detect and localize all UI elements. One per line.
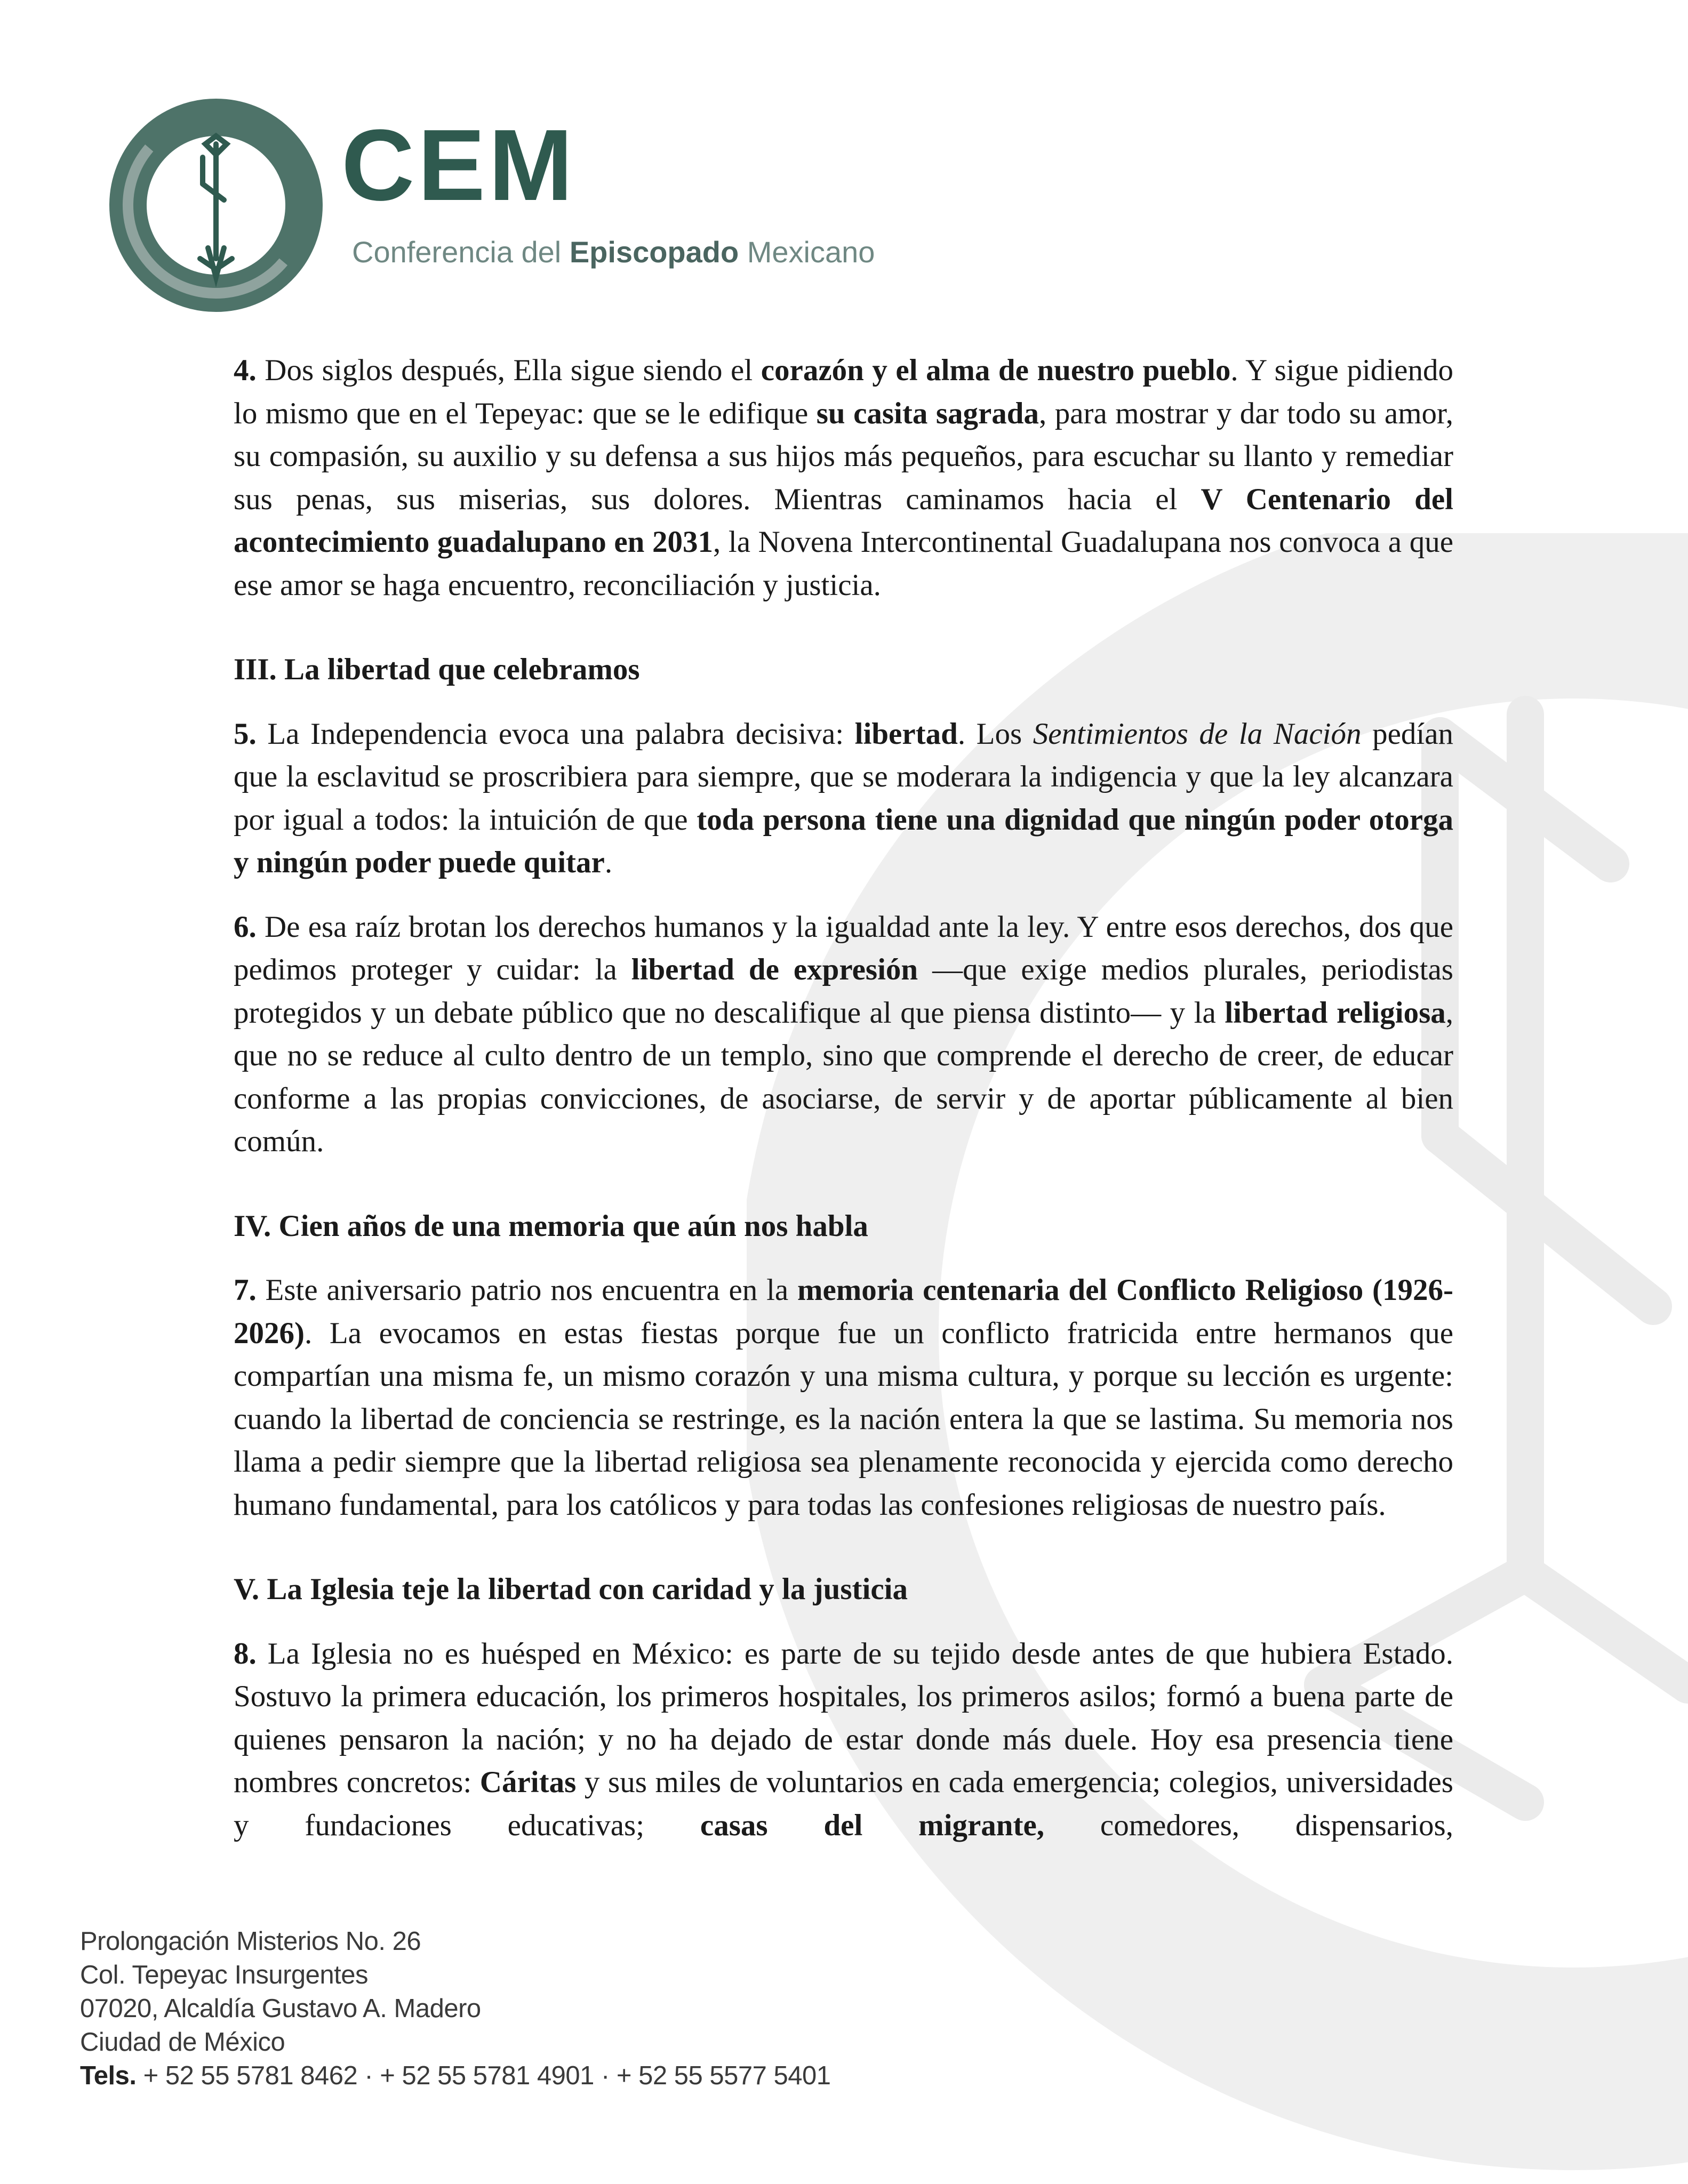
paragraph-4: 4. Dos siglos después, Ella sigue siendo el corazón y el alma de nuestro pueblo. Y sigue pidiendo lo mismo que en el Tepeyac: que se le edifique su casita sagrada, para mostrar y dar todo su amor, su compasión, su auxilio y su defensa a sus hijos más pequeños, para escuchar su llanto y remediar sus penas, sus miserias, sus dolores. Mientras caminamos hacia el V Centenario del acontecimiento guadalupano en 2031, la Novena Intercontinental Guadalupana nos convoca a que ese amor se haga encuentro, reconciliación y justicia. — [234, 354, 1453, 602]
paragraph-8: 8. La Iglesia no es huésped en México: es parte de su tejido desde antes de que hubiera Estado. Sostuvo la primera educación, los primeros hospitales, los primeros asilos; formó a buena parte de quienes pensaron la nación; y no ha dejado de estar donde más duele. Hoy esa presencia tiene nombres concretos: Cáritas y sus miles de voluntarios en cada emergencia; colegios, universidades y fundaciones educativas; casas del migrante, comedores, dispensarios, — [234, 1636, 1453, 1842]
footer-address — [80, 1925, 831, 2093]
footer-city: Ciudad de México — [80, 2028, 285, 2057]
logo-title: CEM — [341, 109, 577, 222]
document-body — [234, 349, 1453, 1847]
footer-colony: Col. Tepeyac Insurgentes — [80, 1961, 369, 1989]
section-heading-iii: III. La libertad que celebramos — [234, 653, 640, 686]
paragraph-6: 6. De esa raíz brotan los derechos humanos y la igualdad ante la ley. Y entre esos derechos, dos que pedimos proteger y cuidar: la libertad de expresión —que exige medios plurales, periodistas protegidos y un debate público que no descalifique al que piensa distinto— y la libertad religiosa, que no se reduce al culto dentro de un templo, sino que comprende el derecho de creer, de educar conforme a las propias convicciones, de asociarse, de servir y de aportar públicamente al bien común. — [234, 910, 1453, 1158]
paragraph-5: 5. La Independencia evoca una palabra decisiva: libertad. Los Sentimientos de la Nación pedían que la esclavitud se proscribiera para siempre, que se moderara la indigencia y que la ley alcanzara por igual a todos: la intuición de que toda persona tiene una dignidad que ningún poder otorga y ningún poder puede quitar. — [234, 717, 1454, 879]
footer-postal: 07020, Alcaldía Gustavo A. Madero — [80, 1994, 481, 2023]
footer-phones: Tels. + 52 55 5781 8462 · + 52 55 5781 4901 · + 52 55 5577 5401 — [80, 2061, 831, 2090]
section-heading-v: V. La Iglesia teje la libertad con caridad y la justicia — [234, 1572, 908, 1606]
section-heading-iv: IV. Cien años de una memoria que aún nos habla — [234, 1209, 868, 1243]
logo-subtitle: Conferencia del Episcopado Mexicano — [352, 235, 875, 269]
footer-street: Prolongación Misterios No. 26 — [80, 1927, 421, 1956]
paragraph-7: 7. Este aniversario patrio nos encuentra en la memoria centenaria del Conflicto Religioso (1926-2026). La evocamos en estas fiestas porque fue un conflicto fratricida entre hermanos que compartían una misma fe, un mismo corazón y una misma cultura, y porque su lección es urgente: cuando la libertad de conciencia se restringe, es la nación entera la que se lastima. Su memoria nos llama a pedir siempre que la libertad religiosa sea plenamente reconocida y ejercida como derecho humano fundamental, para los católicos y para todas las confesiones religiosas de nuestro país. — [234, 1273, 1454, 1522]
